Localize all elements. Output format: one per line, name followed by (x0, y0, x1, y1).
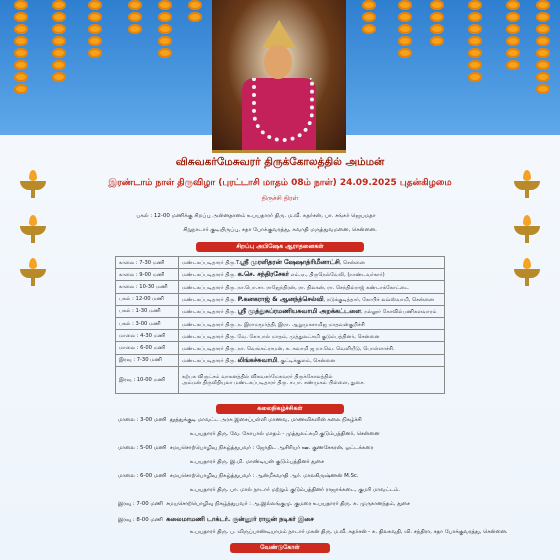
marigold-garland-icon (398, 0, 412, 60)
appeal-heading: வேண்டுகோள் (230, 543, 330, 553)
marigold-garland-icon (536, 0, 550, 96)
table-row (116, 305, 445, 317)
pooja-schedule-table (115, 256, 445, 394)
table-row (116, 293, 445, 305)
festival-date-subtitle: இரண்டாம் நாள் திருவிழா (புரட்டாசி மாதம் 08ம் நாள்) 24.09.2025 புதன்கிழமை (108, 178, 452, 188)
cultural-item: உபயதாரர் திரு. ப. விருப்பாண்டியாமம் நாடார் மகன் திரு. ம.வீ. சுதர்சன் - சு. திலகவதி, வி. சந்திரா, சதா போக்குவரத்து, சென்னை. (190, 529, 508, 535)
page-title: விசுவகர்மேசுவரர் திருக்கோலத்தில் அம்மன் (175, 156, 385, 168)
row-detail: மண்டகப்படிதாரர் திரு. P.கனகராஜ் & ஆனந்த்செல்வி, நடுக்குடித்தார், கோபிச் லவ்ஸ்வாமி, சென்னை (179, 293, 445, 305)
row-detail: மண்டகப்படிதாரர் திரு. நா.பொ.சா. ராஜேந்திரன், ரா. திலகன், ரா. செந்தில்ராஜ் கண்டாக்கோட்டை (179, 281, 445, 293)
marigold-garland-icon (52, 0, 66, 84)
lunch-line: பகல் : 12-00 மணிக்கு சிறப்பு அன்னதானம் உபயதாரர் திரு. ம.வீ. சுதர்சன், பா. சங்கர் ஜெயமதா (136, 213, 376, 219)
row-detail: மண்டகப்படிதாரர் திரு. வே. கோபால் மாதம், முத்துலட்சுமி குடும்பத்தினர், சென்னை (179, 330, 445, 342)
row-time: பகல் : 1-30 மணி (116, 305, 179, 317)
row-detail: மண்டகப்படிதாரர் திரு. ந. இராமமூர்த்தி, இரா. ஆறுமுகசாமிஜ மாதவன்குறிச்சி (179, 317, 445, 329)
table-row (116, 257, 445, 269)
special-pooja-heading: சிறப்பு அபிஷேக ஆராதனைகள் (196, 242, 364, 252)
cultural-programs-heading: கலைநிகழ்ச்சிகள் (216, 404, 344, 414)
sponsor-line: சிறுநாடார் குடியிருப்பு, சதா போக்குவரத்து, சுவாதி மருத்துவமனை, சென்னை. (183, 227, 377, 233)
row-time: இரவு : 10-00 மணி (116, 366, 179, 393)
marigold-garland-icon (14, 0, 28, 96)
marigold-garland-icon (468, 0, 482, 84)
row-detail: மண்டகப்படிதாரர் திரு. ஸ்ரீ முத்துசுப்ரமணியசுவாமி அறக்கட்டளை, நல்லூர் கோவில்பணிகளவாரம் (179, 305, 445, 317)
deity-idol-image (212, 0, 346, 153)
table-row (116, 281, 445, 293)
table-row (116, 269, 445, 281)
table-row (116, 317, 445, 329)
marigold-garland-icon (88, 0, 102, 60)
row-time: பகல் : 3-00 மணி (116, 317, 179, 329)
marigold-garland-icon (506, 0, 520, 72)
marigold-garland-icon (362, 0, 376, 36)
cultural-item: உபயதாரர் திரு. வே. கோபால் மாதம் - முத்துலட்சுமி குடும்பத்தினர், சென்னை (190, 431, 380, 437)
row-detail: மண்டகப்படிதாரர் திரு.T.ஸ்ரீ முரளிதரன் ஷேஷாத்ரிமீனாட்சி, சென்னை (179, 257, 445, 269)
cultural-item: இரவு : 7-00 மணி சமயசொற்பொழிவு நிகழ்த்துபவர் : ஆ.இல்லங்குமு. குமரை உபயதாரர் திரு. சு. முருகானந்தம், துசை (118, 501, 410, 507)
procession-heading: திருச்சி திரள் (261, 194, 299, 202)
table-row (116, 342, 445, 354)
row-time: காலை : 10-30 மணி (116, 281, 179, 293)
cultural-item: மாலை : 5-00 மணி சமயசொற்பொழிவு நிகழ்த்துபவர் : ஜோதிட ஆசிரியர் ஊ. குணசேகரன், ஓட்டக்கரை (118, 445, 374, 451)
row-time: மாலை : 6-00 மணி (116, 342, 179, 354)
table-row (116, 366, 445, 393)
row-time: காலை : 7-30 மணி (116, 257, 179, 269)
row-time: மாலை : 4-30 மணி (116, 330, 179, 342)
row-detail: கற்பக விருட்சம் வாகனத்தில் விசுவகர்மேசுவரர் திருக்கோலத்தில் அம்மன் திருவீதியுலா மண்டகப்படிதாரர் திரு. ச.பா. சண்முகம் பிள்ளை, துசை. (179, 366, 445, 393)
cultural-item: மாலை : 6-00 மணி சமயசொற்பொழிவு நிகழ்த்துபவர் : ஆன்மீகவாதி ஆர். மாலகிருஷ்ணன் M.Sc. (118, 473, 359, 479)
marigold-garland-icon (128, 0, 142, 36)
row-detail: மண்டகப்படிதாரர் திரு. நா. வெங்கட்ராமன், சு. சுவாமி ஜ நா.வெ. வெளியீடு, பொள்ளாச்சி. (179, 342, 445, 354)
row-time: காலை : 9-00 மணி (116, 269, 179, 281)
row-detail: மண்டகப்படிதாரர் திரு. லிங்கச்சுவாமி, குட்டிக்குளம், சென்னை (179, 354, 445, 366)
oil-lamp-icon (20, 258, 46, 286)
row-time: இரவு : 7-30 மணி (116, 354, 179, 366)
row-time: பகல் : 12-00 மணி (116, 293, 179, 305)
cultural-item: உபயதாரர் திரு. பா. மால் நாடார் மற்றும் குடும்பத்தினர் ராஜாக்கடை, குமரி மாவட்டம். (190, 487, 400, 493)
cultural-item: உபயதாரர் திரு. இ.மி. மாண்டியன் குடும்பத்தினர் துசை (190, 459, 324, 465)
row-detail: மண்டகப்படிதாரர் திரு. க.செ. சந்திரசேகர் எம்.ஏ., திருநெல்வேலி, (நாண்டவர்கார்) (179, 269, 445, 281)
marigold-garland-icon (188, 0, 202, 24)
cultural-item: இரவு : 8-00 மணி கலைமாமணி டாக்டர். குன்னூர் ராஜன் நடிகர் இசை (118, 515, 314, 523)
table-row (116, 354, 445, 366)
cultural-item: மாலை : 3-00 மணி தூத்துக்குடி மாவட்ட அரசு இசைப்பள்ளி மாணவ, மாணவிகளின் கலை நிகழ்ச்சி (118, 417, 362, 423)
marigold-garland-icon (430, 0, 444, 48)
table-row (116, 330, 445, 342)
oil-lamp-icon (514, 258, 540, 286)
marigold-garland-icon (158, 0, 172, 60)
